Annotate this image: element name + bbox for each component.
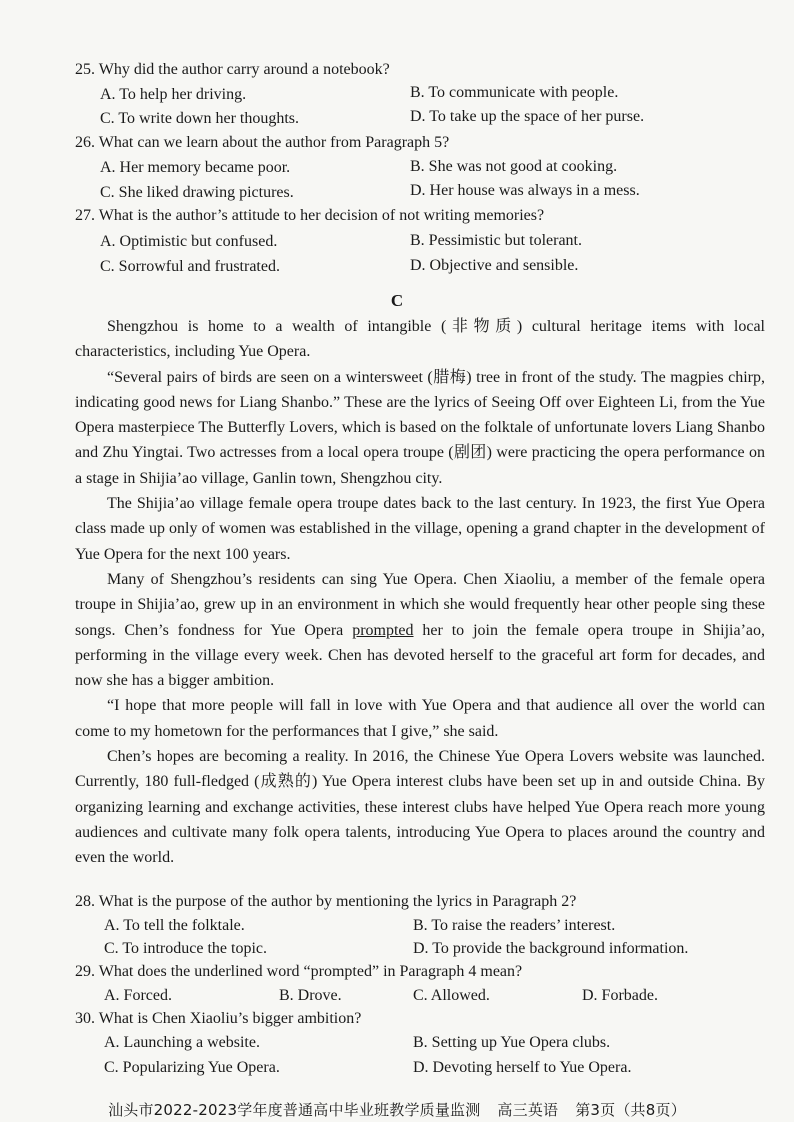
section-heading: C — [390, 291, 404, 310]
footer-exam-title: 汕头市2022-2023学年度普通高中毕业班教学质量监测 — [108, 1101, 481, 1119]
question-27-option-b: B. Pessimistic but tolerant. — [410, 232, 582, 249]
question-28-option-a: A. To tell the folktale. — [104, 917, 245, 934]
question-25-option-a: A. To help her driving. — [100, 86, 247, 103]
underlined-word-prompted: prompted — [352, 621, 414, 639]
question-29-option-d: D. Forbade. — [582, 987, 658, 1004]
question-28-stem: 28. What is the purpose of the author by mentioning the lyrics in Paragraph 2? — [75, 893, 577, 910]
question-28-option-d: D. To provide the background information. — [413, 940, 689, 957]
question-28-option-c: C. To introduce the topic. — [104, 940, 267, 957]
paragraph-4-text-start: Many of Shengzhou’s residents can sing Yue Opera. Chen Xiaoliu, a member of the female opera troupe in Shijia’ao, grew up in an environment in which she would frequently hear other people sing these songs. Chen’s fondness for Yue Opera — [75, 570, 765, 639]
question-25-stem: 25. Why did the author carry around a notebook? — [75, 61, 390, 78]
question-25-option-b: B. To communicate with people. — [410, 84, 619, 101]
question-29-option-a: A. Forced. — [104, 987, 172, 1004]
question-26-option-c: C. She liked drawing pictures. — [100, 184, 294, 201]
question-28-option-b: B. To raise the readers’ interest. — [413, 917, 616, 934]
question-26-option-a: A. Her memory became poor. — [100, 159, 291, 176]
paragraph-4-text-end: her to join the female opera troupe in Shijia’ao, performing in the village every week. Chen has devoted herself to the graceful art form for decades, and now she has a bigger ambition. — [75, 621, 766, 690]
question-26-option-d: D. Her house was always in a mess. — [410, 182, 640, 199]
passage-paragraph-4 — [75, 567, 765, 693]
footer-page-number: 第3页（共8页） — [575, 1101, 686, 1119]
question-30-stem: 30. What is Chen Xiaoliu’s bigger ambition? — [75, 1010, 362, 1027]
question-25-option-c: C. To write down her thoughts. — [100, 110, 300, 127]
question-26-option-b: B. She was not good at cooking. — [410, 158, 618, 175]
passage-paragraph-3: The Shijia’ao village female opera troupe dates back to the last century. In 1923, the first Yue Opera class made up only of women was established in the village, opening a grand chapter in the development of Yue Opera for the next 100 years. — [75, 495, 765, 563]
page-footer — [0, 1099, 794, 1120]
question-30-option-d: D. Devoting herself to Yue Opera. — [413, 1059, 632, 1076]
question-30-option-c: C. Popularizing Yue Opera. — [104, 1059, 280, 1076]
passage-paragraph-5: “I hope that more people will fall in love with Yue Opera and that audience all over the world can come to my hometown for the performances that I give,” she said. — [75, 697, 765, 740]
question-25-option-d: D. To take up the space of her purse. — [410, 108, 645, 125]
question-26-stem: 26. What can we learn about the author from Paragraph 5? — [75, 134, 450, 151]
question-29-option-b: B. Drove. — [279, 987, 342, 1004]
reading-passage — [75, 314, 765, 871]
question-27-stem: 27. What is the author’s attitude to her decision of not writing memories? — [75, 207, 545, 224]
question-29-stem: 29. What does the underlined word “prompted” in Paragraph 4 mean? — [75, 963, 523, 980]
question-27-option-a: A. Optimistic but confused. — [100, 233, 278, 250]
footer-subject: 高三英语 — [497, 1101, 559, 1119]
question-30-option-a: A. Launching a website. — [104, 1034, 260, 1051]
question-30-option-b: B. Setting up Yue Opera clubs. — [413, 1034, 611, 1051]
passage-paragraph-1: Shengzhou is home to a wealth of intangible (非物质) cultural heritage items with local characteristics, including Yue Opera. — [75, 318, 765, 361]
question-27-option-c: C. Sorrowful and frustrated. — [100, 258, 280, 275]
question-29-option-c: C. Allowed. — [413, 987, 490, 1004]
passage-paragraph-2: “Several pairs of birds are seen on a wintersweet (腊梅) tree in front of the study. The magpies chirp, indicating good news for Liang Shanbo.” These are the lyrics of Seeing Off over Eighteen Li, from the Yue Opera masterpiece The Butterfly Lovers, which is based on the folktale of unfortunate lovers Liang Shanbo and Zhu Yingtai. Two actresses from a local opera troupe (剧团) were practicing the opera performance on a stage in Shijia’ao village, Ganlin town, Shengzhou city. — [75, 368, 765, 487]
question-27-option-d: D. Objective and sensible. — [410, 257, 579, 274]
passage-paragraph-6: Chen’s hopes are becoming a reality. In 2016, the Chinese Yue Opera Lovers website was launched. Currently, 180 full-fledged (成熟的) Yue Opera interest clubs have been set up in and outside China. By organizing learning and exchange activities, these interest clubs have helped Yue Opera reach more young audiences and cultivate many folk opera talents, introducing Yue Opera to places around the country and even the world. — [75, 748, 765, 867]
